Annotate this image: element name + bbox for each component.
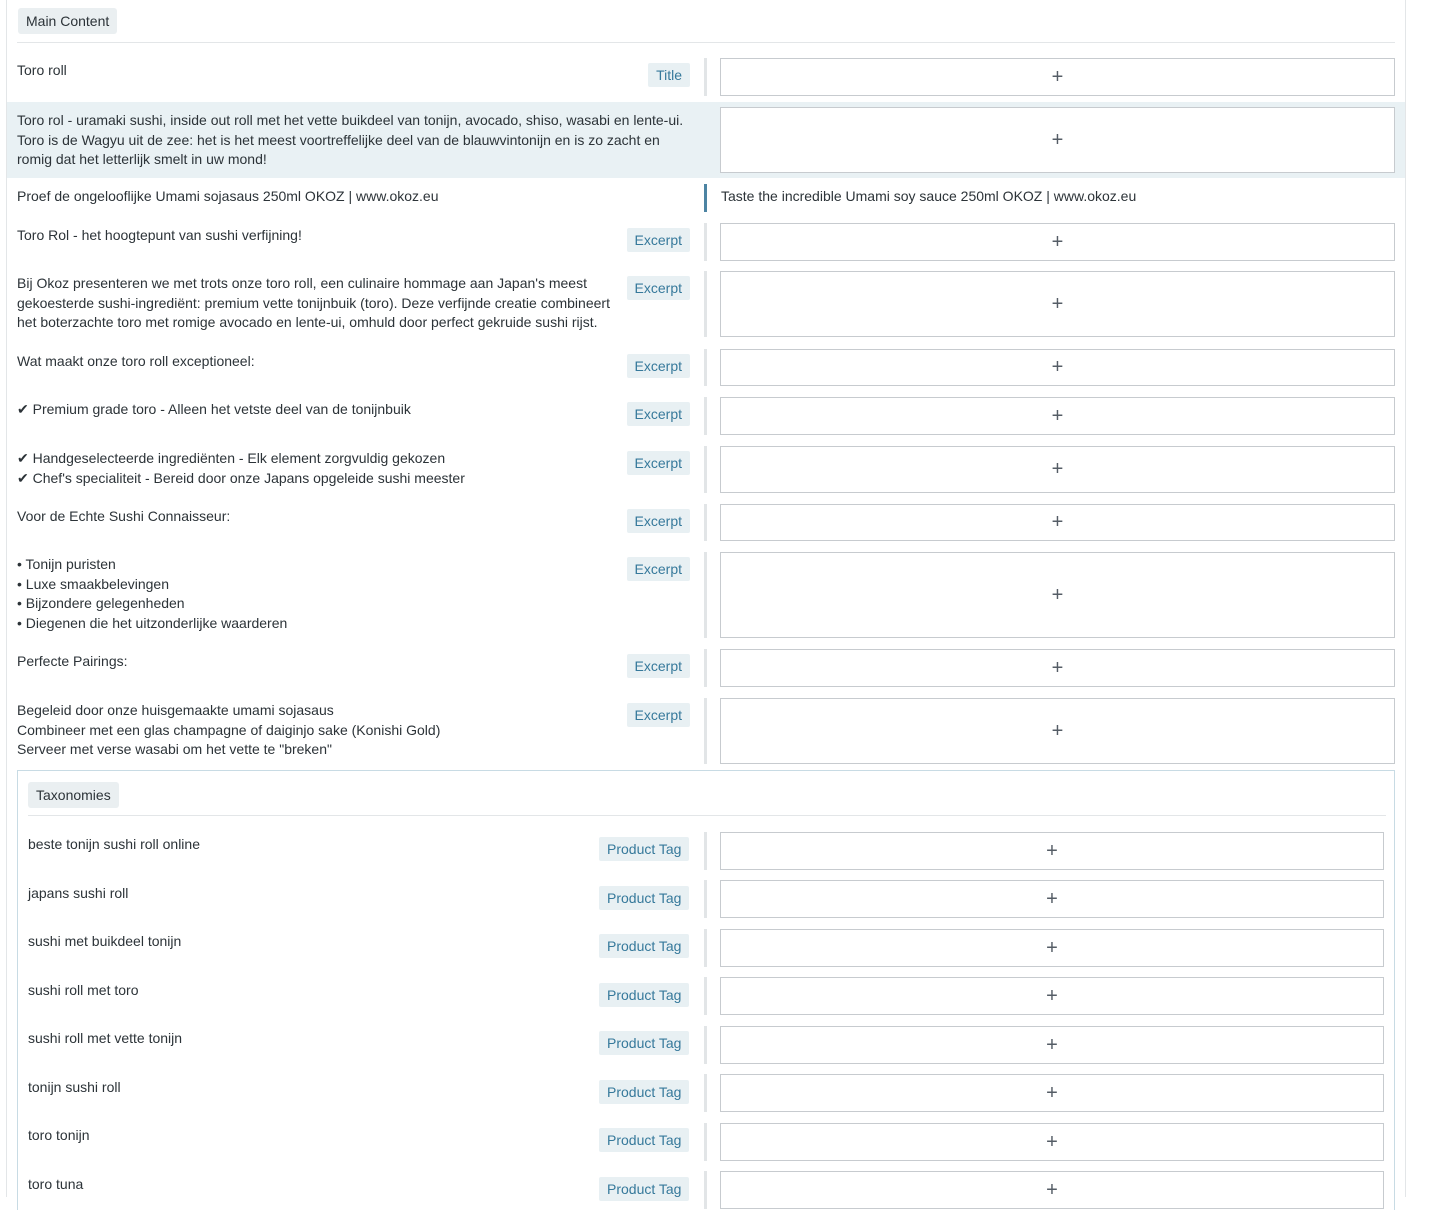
- add-translation-button[interactable]: +: [720, 446, 1395, 493]
- source-line: Begeleid door onze huisgemaakte umami sojasaus: [17, 702, 334, 718]
- source-text: Bij Okoz presenteren we met trots onze toro roll, een culinaire hommage aan Japan's meest gekoesterde sushi-ingrediënt: premium vette tonijnbuik (toro). Deze verfijnde creatie combineert het boterzachte toro met romige avocado en lente-ui, omhuld door perfect gekruide sushi rijst.: [17, 275, 610, 330]
- field-type-badge: Title: [648, 63, 690, 87]
- field-type-badge: Excerpt: [627, 557, 690, 581]
- taxonomy-row: [18, 880, 1394, 918]
- row-divider: [704, 929, 707, 967]
- row-divider: [704, 397, 707, 435]
- add-translation-button[interactable]: +: [720, 880, 1384, 918]
- add-translation-button[interactable]: +: [720, 107, 1395, 173]
- row-divider: [704, 1026, 707, 1064]
- translated-text[interactable]: Taste the incredible Umami soy sauce 250ml OKOZ | www.okoz.eu: [721, 188, 1137, 204]
- source-text: Toro rol - uramaki sushi, inside out roll met het vette buikdeel van tonijn, avocado, shiso, wasabi en lente-ui. Toro is de Wagyu uit de zee: het is het meest voortreffelijke deel van de blauwvintonijn en is zo zacht en romig dat het letterlijk smelt in uw mond!: [17, 112, 684, 167]
- row-divider: [704, 271, 707, 337]
- field-type-badge: Product Tag: [599, 1080, 689, 1104]
- add-translation-button[interactable]: +: [720, 1074, 1384, 1112]
- add-translation-button[interactable]: +: [720, 1171, 1384, 1209]
- source-text: tonijn sushi roll: [28, 1079, 121, 1095]
- row-divider: [704, 698, 707, 764]
- row-divider: [704, 832, 707, 870]
- field-type-badge: Excerpt: [627, 509, 690, 533]
- source-text: sushi met buikdeel tonijn: [28, 933, 182, 949]
- row-divider: [704, 880, 707, 918]
- taxonomy-row: [18, 1123, 1394, 1161]
- taxonomies-section: [17, 770, 1395, 1210]
- source-text: Perfecte Pairings:: [17, 653, 128, 669]
- add-translation-button[interactable]: +: [720, 832, 1384, 870]
- field-type-badge: Product Tag: [599, 1177, 689, 1201]
- row-divider: [704, 223, 707, 261]
- field-type-badge: Excerpt: [627, 654, 690, 678]
- source-text: [17, 449, 617, 488]
- add-translation-button[interactable]: +: [720, 504, 1395, 541]
- field-type-badge: Product Tag: [599, 983, 689, 1007]
- row-divider: [704, 1123, 707, 1161]
- row-divider: [704, 349, 707, 386]
- field-type-badge: Product Tag: [599, 886, 689, 910]
- source-text: sushi roll met toro: [28, 982, 139, 998]
- taxonomy-row: [18, 1074, 1394, 1112]
- add-translation-button[interactable]: +: [720, 223, 1395, 261]
- row-divider: [704, 977, 707, 1015]
- taxonomy-row: [18, 1026, 1394, 1064]
- source-text: Toro Rol - het hoogtepunt van sushi verfijning!: [17, 227, 302, 243]
- taxonomy-row: [18, 1171, 1394, 1209]
- add-translation-button[interactable]: +: [720, 349, 1395, 386]
- add-translation-button[interactable]: +: [720, 698, 1395, 764]
- row-divider-active: [704, 184, 707, 212]
- add-translation-button[interactable]: +: [720, 397, 1395, 435]
- add-translation-button[interactable]: +: [720, 552, 1395, 638]
- section-divider: [17, 42, 1395, 43]
- add-translation-button[interactable]: +: [720, 649, 1395, 687]
- source-text: [17, 555, 617, 633]
- source-line: • Luxe smaakbelevingen: [17, 575, 169, 592]
- row-divider: [704, 1074, 707, 1112]
- field-type-badge: Excerpt: [627, 703, 690, 727]
- source-text: sushi roll met vette tonijn: [28, 1030, 183, 1046]
- add-translation-button[interactable]: +: [720, 977, 1384, 1015]
- source-text: toro tuna: [28, 1176, 84, 1192]
- source-text: Voor de Echte Sushi Connaisseur:: [17, 508, 231, 524]
- row-divider: [704, 1171, 707, 1209]
- source-text: Wat maakt onze toro roll exceptioneel:: [17, 353, 255, 369]
- source-text: [17, 701, 617, 760]
- add-translation-button[interactable]: +: [720, 58, 1395, 96]
- main-content-section-label: Main Content: [18, 8, 117, 34]
- field-type-badge: Excerpt: [627, 354, 690, 378]
- row-divider: [704, 504, 707, 541]
- field-type-badge: Product Tag: [599, 1128, 689, 1152]
- row-divider: [704, 58, 707, 96]
- source-text: ✔ Premium grade toro - Alleen het vetste deel van de tonijnbuik: [17, 401, 411, 417]
- field-type-badge: Excerpt: [627, 228, 690, 252]
- source-text: beste tonijn sushi roll online: [28, 836, 200, 852]
- field-type-badge: Product Tag: [599, 934, 689, 958]
- field-type-badge: Product Tag: [599, 837, 689, 861]
- add-translation-button[interactable]: +: [720, 929, 1384, 967]
- taxonomy-row: [18, 929, 1394, 967]
- source-text: japans sushi roll: [28, 885, 129, 901]
- add-translation-button[interactable]: +: [720, 1123, 1384, 1161]
- source-line: • Diegenen die het uitzonderlijke waarderen: [17, 614, 288, 631]
- source-line: Serveer met verse wasabi om het vette te "breken": [17, 741, 332, 757]
- source-line: • Tonijn puristen: [17, 556, 116, 572]
- row-divider: [704, 649, 707, 687]
- add-translation-button[interactable]: +: [720, 1026, 1384, 1064]
- source-line: • Bijzondere gelegenheden: [17, 595, 185, 611]
- source-line: Combineer met een glas champagne of daiginjo sake (Konishi Gold): [17, 721, 441, 738]
- field-type-badge: Excerpt: [627, 402, 690, 426]
- field-type-badge: Product Tag: [599, 1031, 689, 1055]
- row-divider: [704, 446, 707, 493]
- row-divider: [704, 552, 707, 638]
- taxonomy-row: [18, 832, 1394, 870]
- field-type-badge: Excerpt: [627, 451, 690, 475]
- source-text: Toro roll: [17, 62, 67, 78]
- source-line: ✔ Handgeselecteerde ingrediënten - Elk element zorgvuldig gekozen: [17, 450, 446, 466]
- taxonomy-row: [18, 977, 1394, 1015]
- field-type-badge: Excerpt: [627, 276, 690, 300]
- add-translation-button[interactable]: +: [720, 271, 1395, 337]
- source-text: toro tonijn: [28, 1127, 90, 1143]
- taxonomies-section-label: Taxonomies: [28, 782, 119, 808]
- section-divider: [28, 815, 1386, 816]
- source-text: Proef de ongelooflijke Umami sojasaus 250ml OKOZ | www.okoz.eu: [17, 188, 439, 204]
- source-line: ✔ Chef's specialiteit - Bereid door onze Japans opgeleide sushi meester: [17, 469, 465, 486]
